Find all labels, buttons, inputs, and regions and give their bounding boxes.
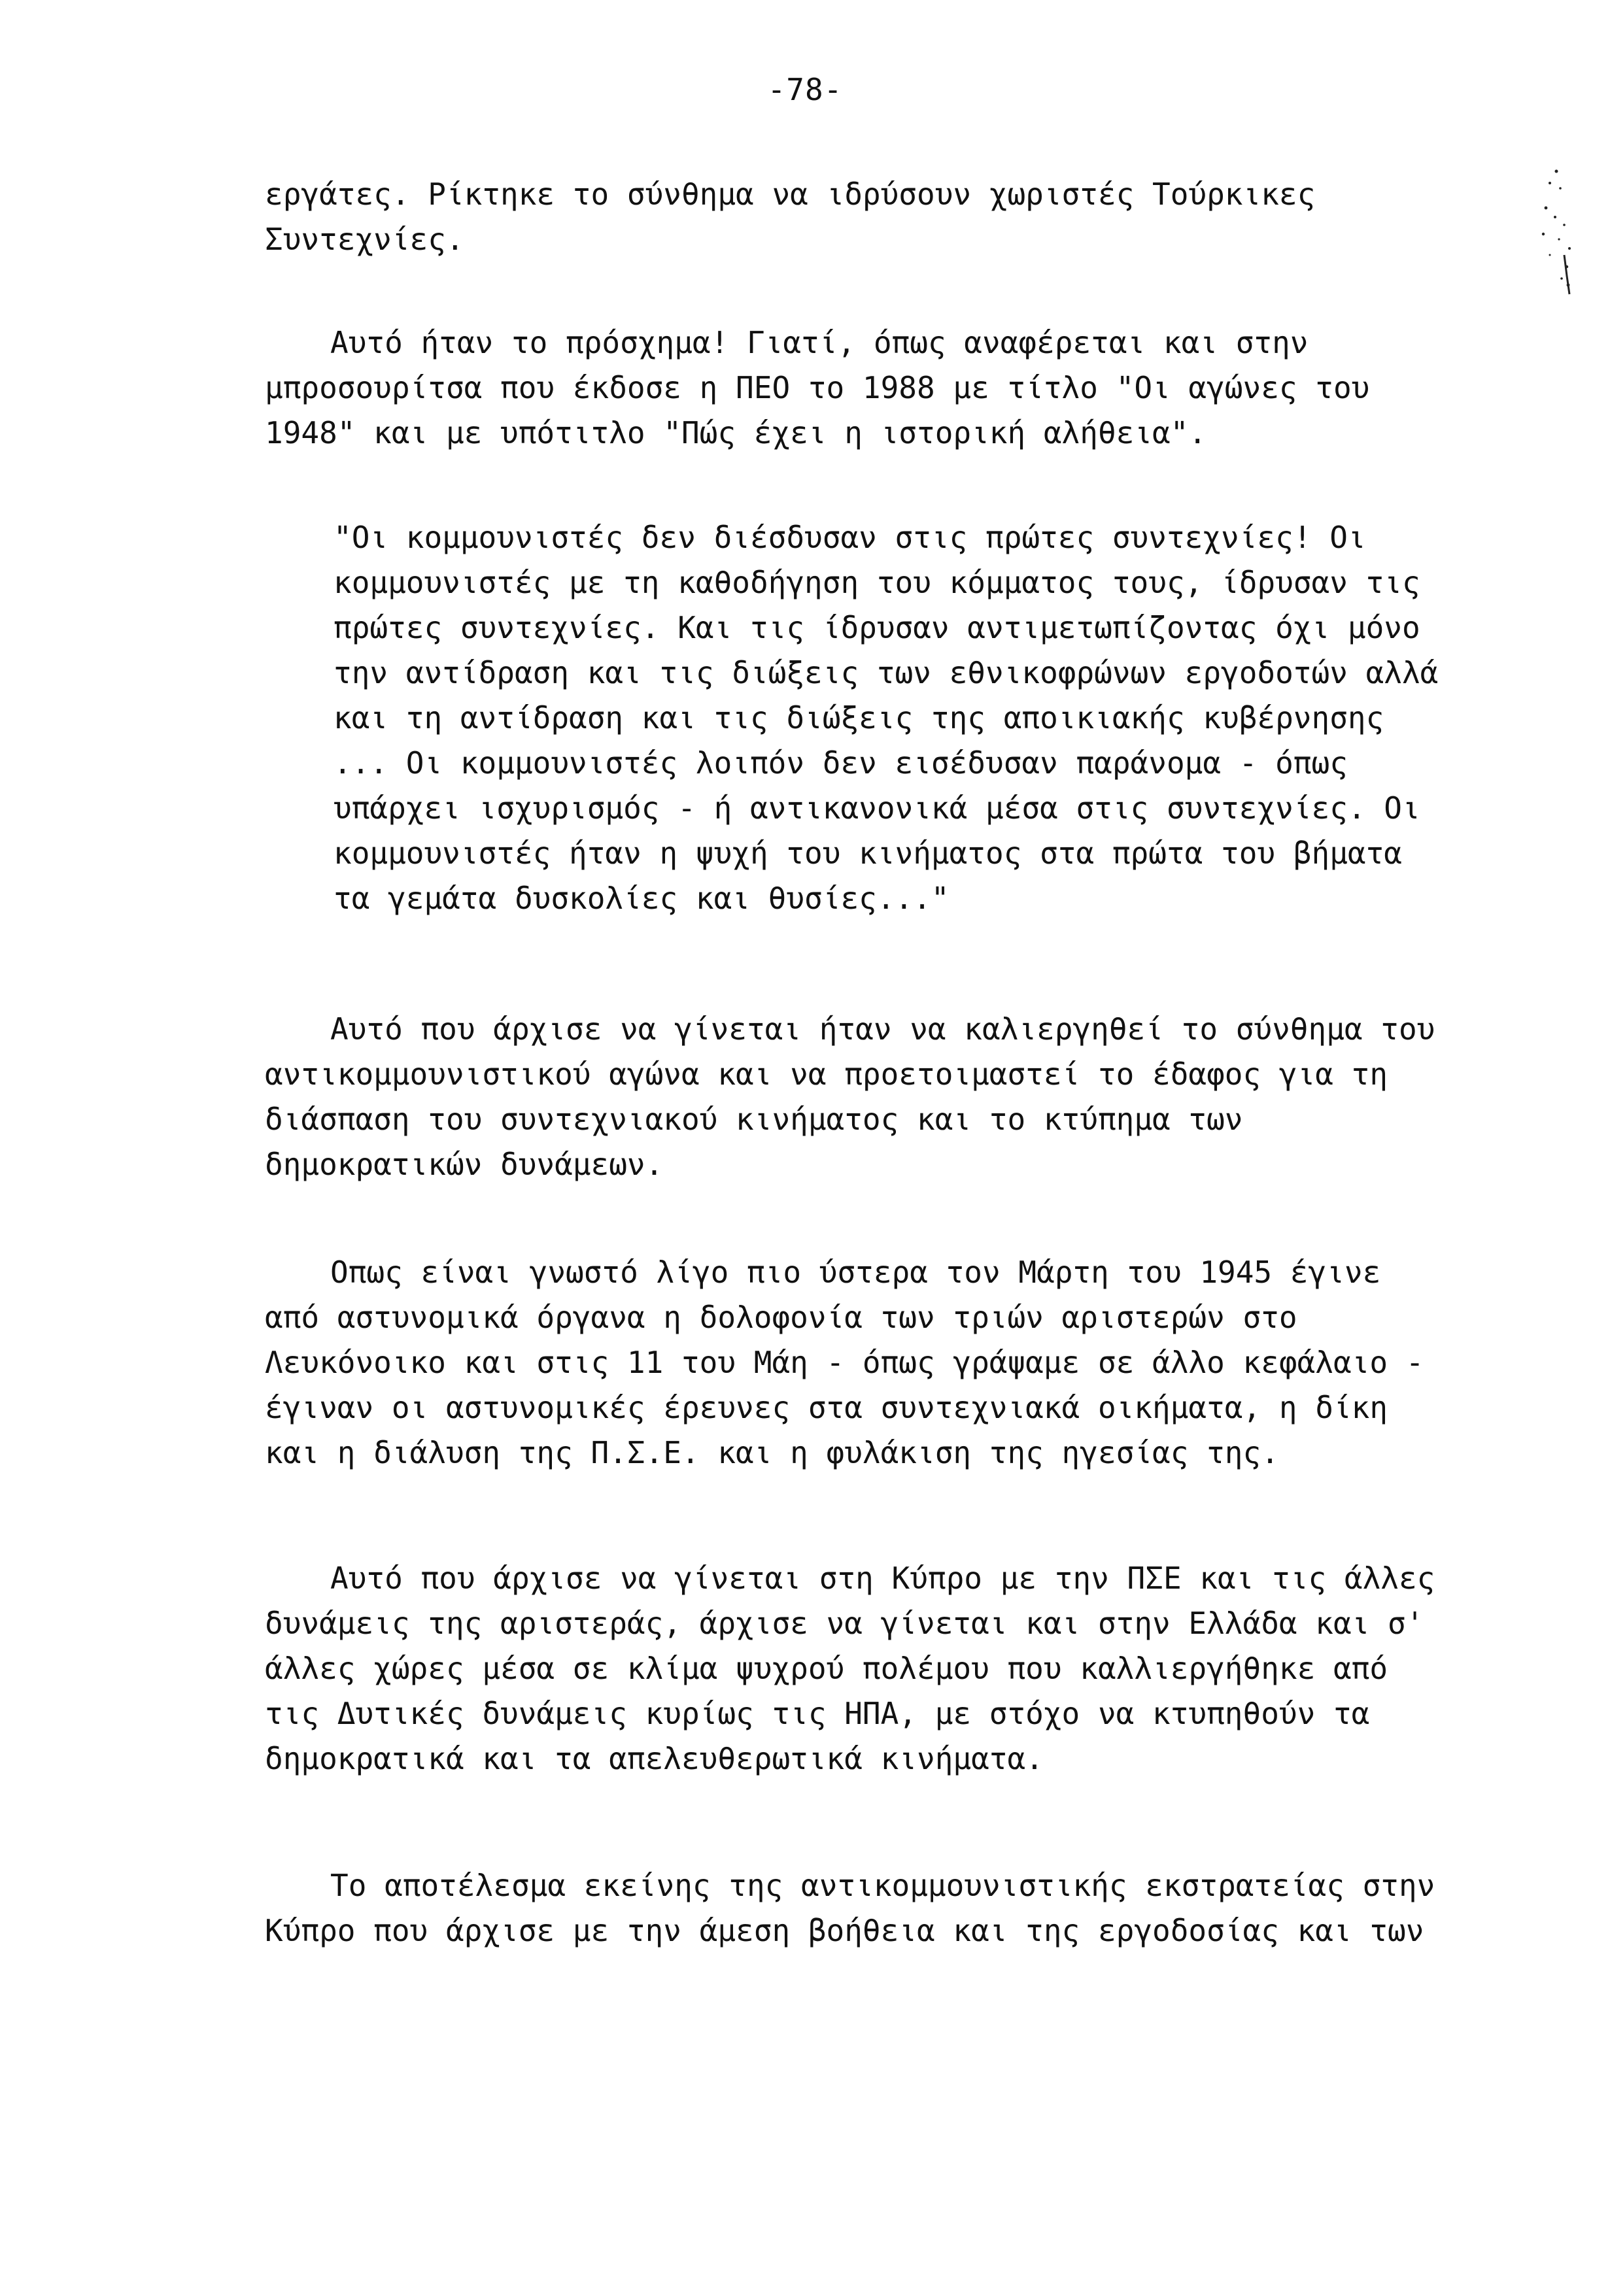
scan-speckle-mark (1530, 157, 1589, 353)
text-line: από αστυνομικά όργανα η δολοφονία των τριών αριστερών στο (265, 1300, 1297, 1335)
text-line: δυνάμεις της αριστεράς, άρχισε να γίνεται και στην Ελλάδα και σ' (265, 1606, 1424, 1641)
text-line: διάσπαση του συντεχνιακού κινήματος και το κτύπημα των (265, 1102, 1243, 1137)
text-line: εργάτες. Ρίκτηκε το σύνθημα να ιδρύσουν χωριστές Τούρκικες (265, 177, 1316, 212)
text-line: Οπως είναι γνωστό λίγο πιο ύστερα τον Μάρτη του 1945 έγινε (330, 1255, 1381, 1290)
text-line: δημοκρατικά και τα απελευθερωτικά κινήματα. (265, 1741, 1044, 1776)
paragraph-7 (265, 1863, 1435, 1953)
quote-line: τα γεμάτα δυσκολίες και θυσίες..." (334, 881, 950, 916)
paragraph-5 (265, 1250, 1424, 1476)
quote-line: πρώτες συντεχνίες. Και τις ίδρυσαν αντιμετωπίζοντας όχι μόνο (334, 610, 1420, 645)
text-line: Λευκόνοικο και στις 11 του Μάη - όπως γράψαμε σε άλλο κεφάλαιο - (265, 1345, 1424, 1380)
text-line: έγιναν οι αστυνομικές έρευνες στα συντεχνιακά οικήματα, η δίκη (265, 1390, 1388, 1425)
text-line: Το αποτέλεσμα εκείνης της αντικομμουνιστικής εκστρατείας στην (330, 1868, 1435, 1903)
paragraph-1 (265, 172, 1315, 262)
text-line: μπροσουρίτσα που έκδοσε η ΠΕΟ το 1988 με τίτλο "Οι αγώνες του (265, 370, 1370, 405)
paragraph-4 (265, 1007, 1435, 1187)
quote-line: "Οι κομμουνιστές δεν διέσδυσαν στις πρώτες συντεχνίες! Οι (334, 520, 1366, 555)
text-line: Αυτό που άρχισε να γίνεται στη Κύπρο με την ΠΣΕ και τις άλλες (330, 1561, 1435, 1596)
quote-line: κομμουνιστές ήταν η ψυχή του κινήματος στα πρώτα του βήματα (334, 836, 1402, 871)
text-line: Κύπρο που άρχισε με την άμεση βοήθεια και της εργοδοσίας και των (265, 1913, 1424, 1948)
text-line: τις Δυτικές δυνάμεις κυρίως τις ΗΠΑ, με στόχο να κτυπηθούν τα (265, 1696, 1370, 1731)
text-line: δημοκρατικών δυνάμεων. (265, 1147, 664, 1182)
page-number: -78- (767, 72, 843, 107)
quote-line: κομμουνιστές με τη καθοδήγηση του κόμματος τους, ίδρυσαν τις (334, 565, 1420, 600)
text-line: και η διάλυση της Π.Σ.Ε. και η φυλάκιση της ηγεσίας της. (265, 1435, 1279, 1470)
block-quote (334, 515, 1438, 921)
text-line: Συντεχνίες. (265, 222, 464, 257)
quote-line: υπάρχει ισχυρισμός - ή αντικανονικά μέσα στις συντεχνίες. Οι (334, 790, 1420, 826)
quote-line: ... Οι κομμουνιστές λοιπόν δεν εισέδυσαν παράνομα - όπως (334, 745, 1348, 781)
text-line: Αυτό ήταν το πρόσχημα! Γιατί, όπως αναφέρεται και στην (330, 325, 1309, 360)
text-line: 1948" και με υπότιτλο "Πώς έχει η ιστορική αλήθεια". (265, 415, 1207, 450)
quote-line: την αντίδραση και τις διώξεις των εθνικοφρώνων εργοδοτών αλλά (334, 655, 1439, 690)
text-line: αντικομμουνιστικού αγώνα και να προετοιμαστεί το έδαφος για τη (265, 1056, 1388, 1092)
quote-line: και τη αντίδραση και τις διώξεις της αποικιακής κυβέρνησης (334, 700, 1384, 735)
paragraph-2 (265, 320, 1369, 456)
paragraph-6 (265, 1556, 1435, 1781)
text-line: άλλες χώρες μέσα σε κλίμα ψυχρού πολέμου που καλλιεργήθηκε από (265, 1651, 1388, 1686)
text-line: Αυτό που άρχισε να γίνεται ήταν να καλιεργηθεί το σύνθημα του (330, 1011, 1435, 1047)
